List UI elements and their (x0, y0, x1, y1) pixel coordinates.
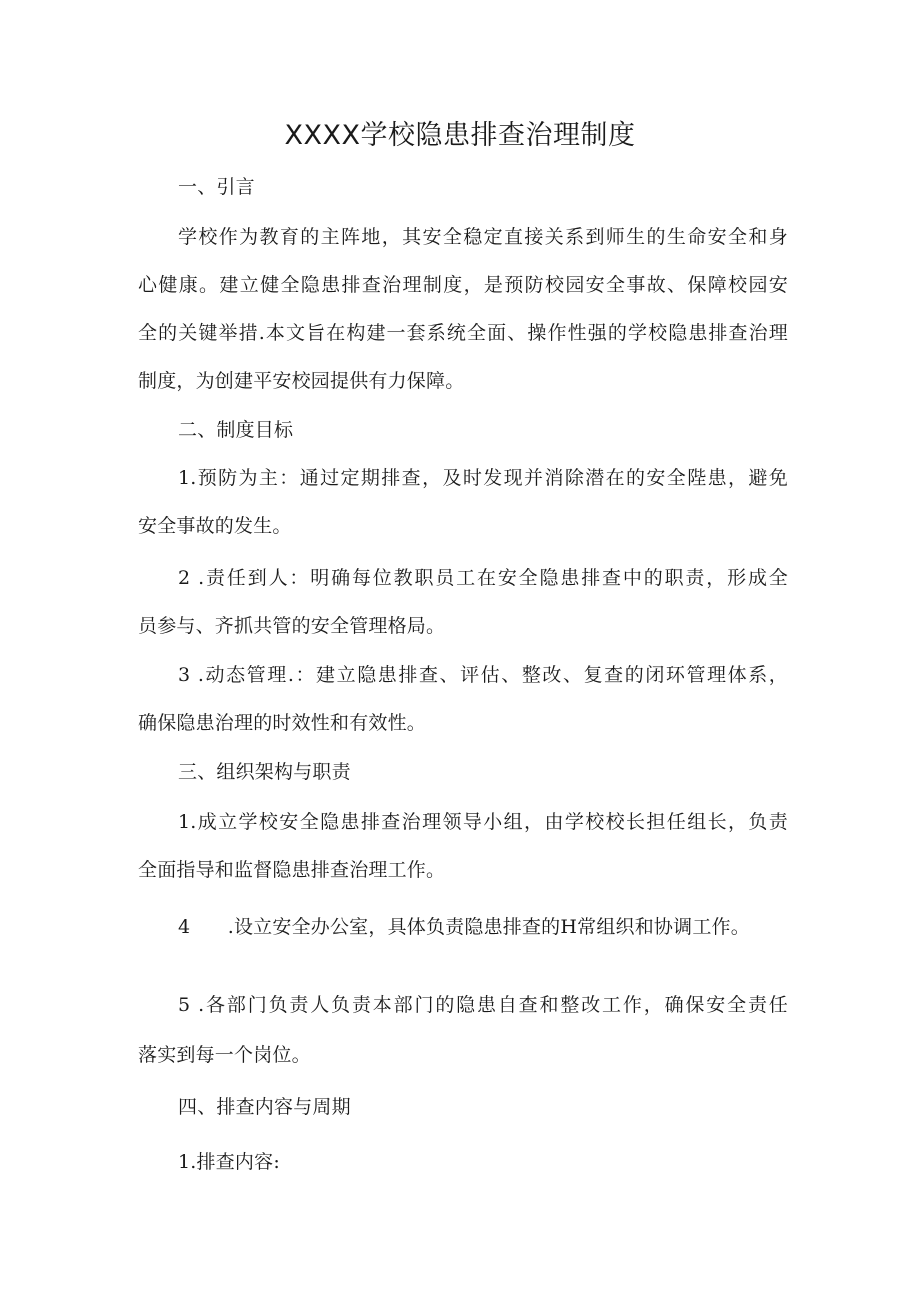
paragraph-line: 1.预防为主：通过定期排查，及时发现并消除潜在的安全陛患，避免 (178, 467, 788, 489)
paragraph-line: 学校作为教育的主阵地，其安全稳定直接关系到师生的生命安全和身 (178, 226, 788, 248)
paragraph-line: 心健康。建立健全隐患排查治理制度，是预防校园安全事故、保障校园安 (138, 274, 788, 296)
paragraph-line: 安全事故的发生。 (138, 515, 292, 537)
section-heading-goals: 二、制度目标 (178, 419, 294, 441)
paragraph-line: 5 .各部门负责人负责本部门的隐患自查和整改工作，确保安全责任 (178, 994, 788, 1016)
section-heading-inspection: 四、排查内容与周期 (178, 1096, 351, 1118)
paragraph-line: 2 .责任到人：明确每位教职员工在安全隐患排查中的职责，形成全 (178, 567, 788, 589)
paragraph-line: 1.成立学校安全隐患排查治理领导小组，由学校校长担任组长，负责 (178, 811, 788, 833)
paragraph-line: 全的关键举措.本文旨在构建一套系统全面、操作性强的学校隐患排查治理 (138, 322, 788, 344)
paragraph-line: 落实到每一个岗位。 (138, 1044, 311, 1066)
paragraph-line: 3 .动态管理.：建立隐患排查、评估、整改、复查的闭环管理体系， (178, 664, 788, 686)
paragraph-line: 1.排查内容: (178, 1151, 280, 1173)
paragraph-line: 确保隐患治理的时效性和有效性。 (138, 712, 427, 734)
paragraph-line: 全面指导和监督隐患排查治理工作。 (138, 859, 446, 881)
section-heading-organization: 三、组织架构与职责 (178, 761, 351, 783)
document-title: XXXX学校隐患排查治理制度 (284, 120, 636, 151)
paragraph-line: 4 .设立安全办公室，具体负责隐患排查的H常组织和协调工作。 (178, 916, 750, 938)
paragraph-line: 制度，为创建平安校园提供有力保障。 (138, 370, 465, 392)
paragraph-line: 员参与、齐抓共管的安全管理格局。 (138, 615, 446, 637)
section-heading-introduction: 一、引言 (178, 176, 255, 198)
